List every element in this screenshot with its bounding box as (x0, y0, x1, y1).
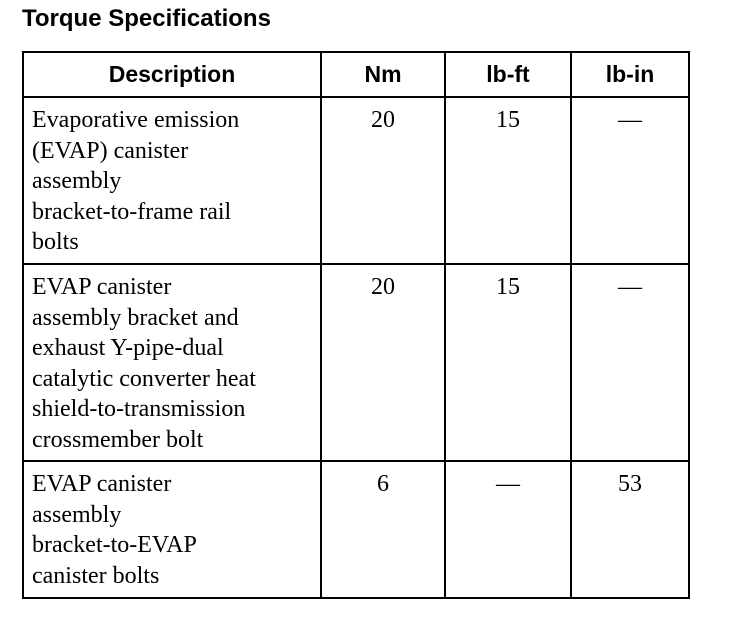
description-line: crossmember bolt (32, 426, 204, 453)
description-line: canister bolts (32, 562, 160, 589)
nm-cell: 20 (321, 97, 445, 264)
description-line: bracket-to-frame rail (32, 198, 232, 225)
column-header-description: Description (23, 52, 321, 97)
description-cell (23, 264, 321, 461)
description-line: exhaust Y-pipe-dual (32, 335, 224, 361)
lb-ft-cell: 15 (445, 97, 571, 264)
description-line: assembly (32, 501, 122, 528)
description-line: assembly bracket and (32, 304, 239, 331)
column-header-nm: Nm (321, 52, 445, 97)
description-line: assembly (32, 168, 122, 194)
table-header-row (23, 52, 689, 97)
description-line: shield-to-transmission (32, 396, 246, 422)
description-line: catalytic converter heat (32, 365, 256, 392)
column-header-lb-ft: lb-ft (445, 52, 571, 97)
nm-cell: 6 (321, 461, 445, 598)
description-line: bolts (32, 229, 79, 255)
description-line: EVAP canister (32, 471, 172, 497)
torque-spec-table (22, 51, 690, 599)
table-row (23, 264, 689, 461)
description-line: EVAP canister (32, 274, 172, 300)
description-cell (23, 97, 321, 264)
lb-in-cell: — (571, 264, 689, 461)
description-cell (23, 461, 321, 598)
table-row (23, 461, 689, 598)
description-line: Evaporative emission (32, 107, 240, 133)
lb-ft-cell: 15 (445, 264, 571, 461)
page-title: Torque Specifications (22, 5, 271, 32)
lb-in-cell: — (571, 97, 689, 264)
column-header-lb-in: lb-in (571, 52, 689, 97)
description-line: bracket-to-EVAP (32, 532, 197, 558)
lb-ft-cell: — (445, 461, 571, 598)
description-line: (EVAP) canister (32, 137, 189, 164)
table-row (23, 97, 689, 264)
nm-cell: 20 (321, 264, 445, 461)
lb-in-cell: 53 (571, 461, 689, 598)
